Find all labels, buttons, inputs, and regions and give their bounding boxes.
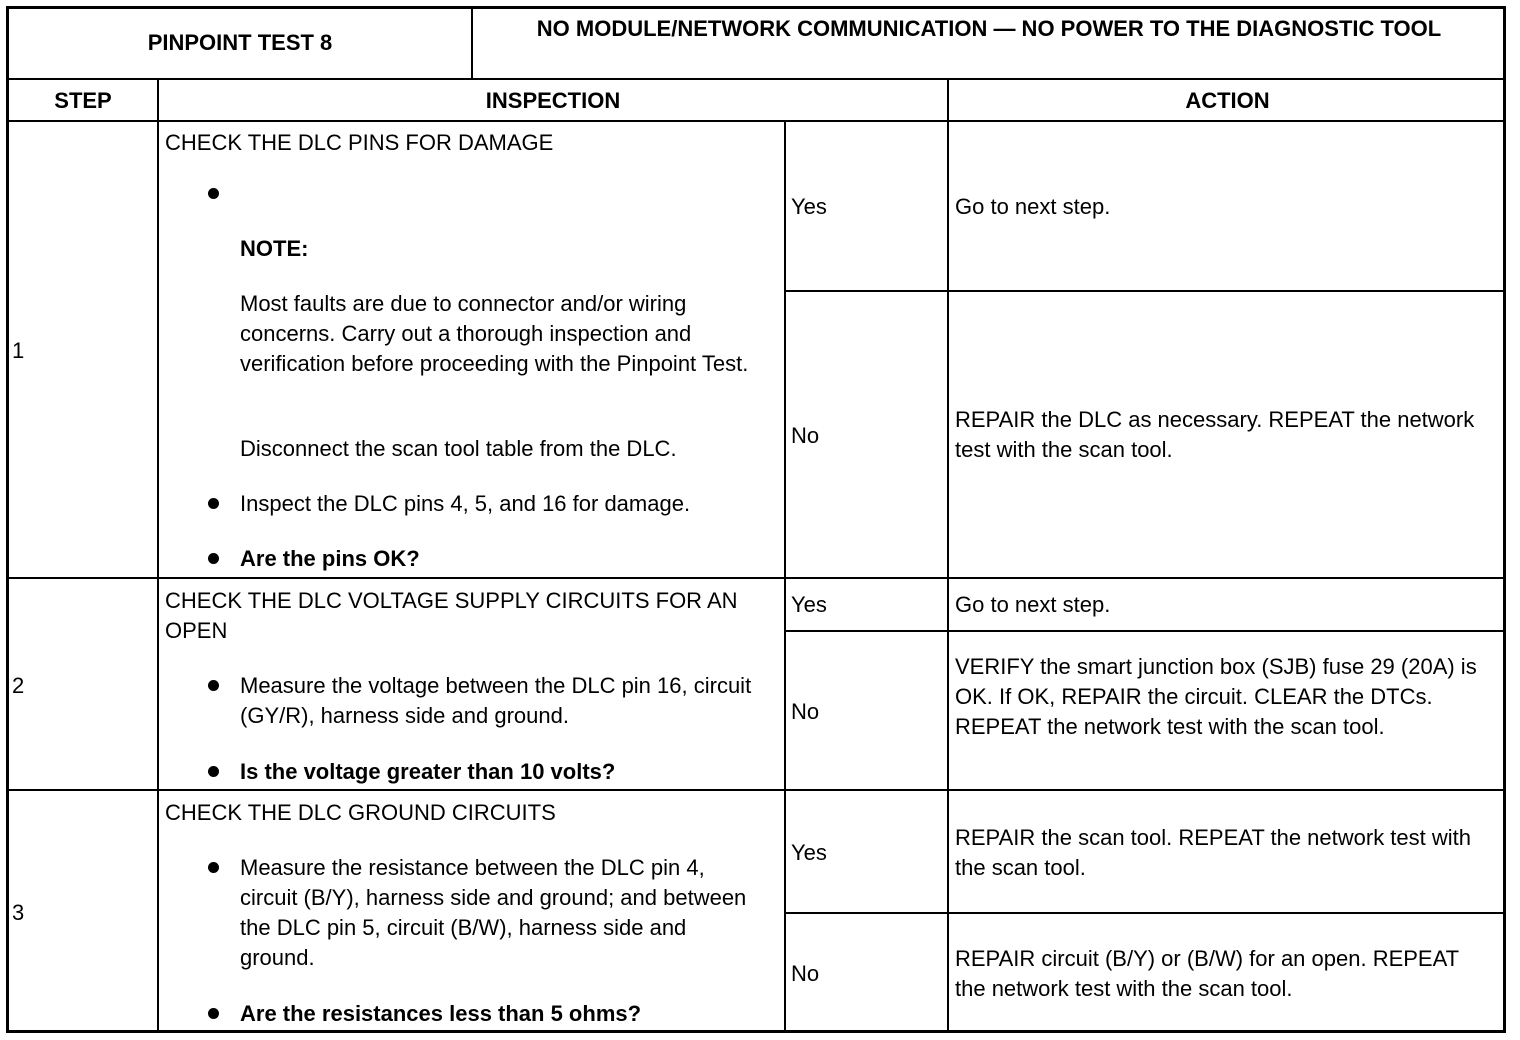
divider bbox=[157, 79, 159, 1033]
column-heading-inspection: INSPECTION bbox=[485, 88, 621, 113]
bullet-icon bbox=[208, 553, 219, 564]
divider bbox=[784, 290, 1506, 292]
step-instruction: Disconnect the scan tool table from the DLC. bbox=[240, 436, 677, 461]
step-question: Are the pins OK? bbox=[240, 546, 420, 571]
bullet-icon bbox=[208, 680, 219, 691]
step-number: 2 bbox=[12, 673, 25, 698]
note-text: Most faults are due to connector and/or wiring concerns. Carry out a thorough inspection and verification before proceeding with the Pinpoint Test. bbox=[240, 291, 749, 376]
divider bbox=[471, 6, 473, 79]
yes-action: REPAIR the scan tool. REPEAT the network test with the scan tool. bbox=[955, 825, 1472, 880]
yes-label: Yes bbox=[791, 592, 827, 617]
yes-label: Yes bbox=[791, 840, 827, 865]
divider bbox=[947, 79, 949, 1033]
no-label: No bbox=[791, 423, 820, 448]
step-bullet: Inspect the DLC pins 4, 5, and 16 for damage. bbox=[240, 491, 691, 516]
test-label: PINPOINT TEST 8 bbox=[147, 30, 333, 55]
step-question: Is the voltage greater than 10 volts? bbox=[240, 759, 616, 784]
bullet-icon bbox=[208, 498, 219, 509]
test-title: NO MODULE/NETWORK COMMUNICATION — NO POWER TO THE DIAGNOSTIC TOOL bbox=[536, 16, 1442, 41]
yes-action: Go to next step. bbox=[955, 194, 1111, 219]
no-action: VERIFY the smart junction box (SJB) fuse 29 (20A) is OK. If OK, REPAIR the circuit. CLEAR the DTCs. REPEAT the network test with the scan tool. bbox=[955, 654, 1477, 739]
note-label: NOTE: bbox=[240, 236, 309, 261]
bullet-icon bbox=[208, 188, 219, 199]
divider bbox=[784, 912, 1506, 914]
divider bbox=[6, 78, 1506, 80]
no-label: No bbox=[791, 961, 820, 986]
no-label: No bbox=[791, 699, 820, 724]
step-bullet: Measure the voltage between the DLC pin 16, circuit (GY/R), harness side and ground. bbox=[240, 673, 752, 728]
divider bbox=[6, 789, 1506, 791]
divider bbox=[6, 120, 1506, 122]
step-question: Are the resistances less than 5 ohms? bbox=[240, 1001, 642, 1026]
column-heading-step: STEP bbox=[54, 88, 112, 113]
bullet-icon bbox=[208, 862, 219, 873]
no-action: REPAIR the DLC as necessary. REPEAT the network test with the scan tool. bbox=[955, 407, 1475, 462]
step-bullet: Measure the resistance between the DLC pin 4, circuit (B/Y), harness side and ground; and between the DLC pin 5, circuit (B/W), harness side and ground. bbox=[240, 855, 747, 970]
step-heading: CHECK THE DLC VOLTAGE SUPPLY CIRCUITS FOR AN OPEN bbox=[165, 588, 738, 643]
step-heading: CHECK THE DLC GROUND CIRCUITS bbox=[165, 800, 556, 825]
step-number: 3 bbox=[12, 900, 25, 925]
step-heading: CHECK THE DLC PINS FOR DAMAGE bbox=[165, 130, 554, 155]
divider bbox=[6, 577, 1506, 579]
divider bbox=[784, 630, 1506, 632]
bullet-icon bbox=[208, 1008, 219, 1019]
yes-action: Go to next step. bbox=[955, 592, 1111, 617]
step-number: 1 bbox=[12, 338, 25, 363]
no-action: REPAIR circuit (B/Y) or (B/W) for an open. REPEAT the network test with the scan tool. bbox=[955, 946, 1459, 1001]
bullet-icon bbox=[208, 766, 219, 777]
column-heading-action: ACTION bbox=[1185, 88, 1270, 113]
yes-label: Yes bbox=[791, 194, 827, 219]
